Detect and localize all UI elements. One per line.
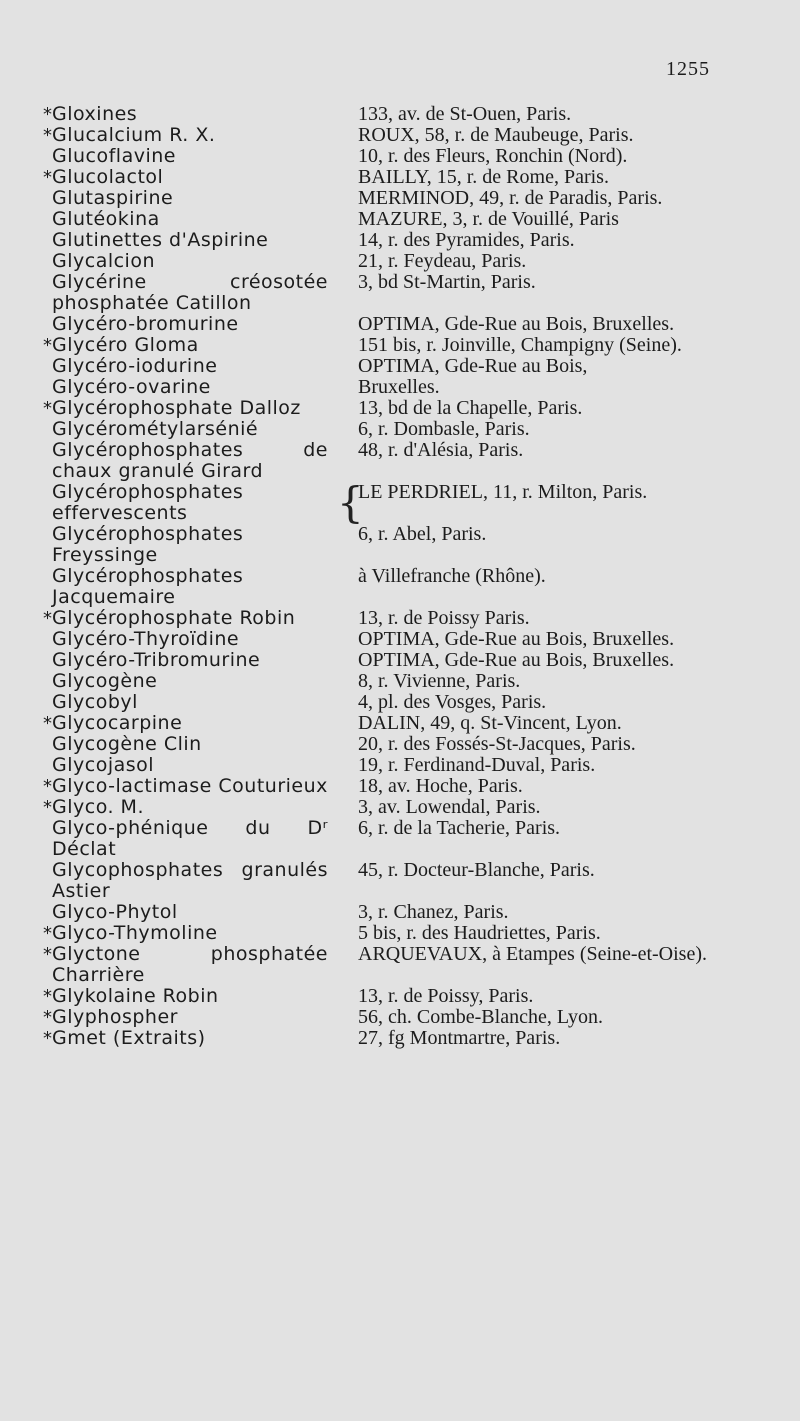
registered-mark: * [43,398,53,419]
entry-name-text: Glyco-phénique du Dʳ Déclat [52,817,328,860]
entry-row [0,986,800,1007]
entry-name-text: Glutinettes d'Aspirine [52,229,269,251]
entry-name [52,566,328,608]
entry-name [52,629,328,650]
entry-address: 6, r. Abel, Paris. [358,523,487,545]
page-number: 1255 [666,58,710,80]
entry-row [0,1007,800,1028]
entry-name-text: Gmet (Extraits) [52,1027,206,1049]
entry-address: 133, av. de St-Ouen, Paris. [358,103,572,125]
entry-name [52,377,328,398]
entry-address: 13, r. de Poissy Paris. [358,607,530,629]
entry-name [52,524,328,566]
registered-mark: * [43,986,53,1007]
entry-name-text: Glycérophosphates de chaux granulé Girard [52,439,328,482]
entry-name [52,272,328,314]
entry-name [43,607,328,629]
entry-address: 19, r. Ferdinand-Duval, Paris. [358,754,596,776]
entry-row [0,251,800,272]
entry-address: OPTIMA, Gde-Rue au Bois, Bruxelles. [358,313,675,335]
entry-name [52,671,328,692]
registered-mark: * [43,1007,53,1028]
entry-name-text: Glycéro Gloma [52,334,199,356]
entry-address: 3, av. Lowendal, Paris. [358,796,541,818]
entry-address: 45, r. Docteur-Blanche, Paris. [358,859,595,881]
entry-address: 10, r. des Fleurs, Ronchin (Nord). [358,145,628,167]
entry-name [52,356,328,377]
entry-name-text: Glycocarpine [52,712,183,734]
entry-name-text: Glycérométylarsénié [52,418,259,440]
entry-row [0,478,800,527]
registered-mark: * [43,335,53,356]
entry-name-text: Glycogène Clin [52,733,202,755]
entry-name-text: Glyco. M. [52,796,144,818]
entry-address: 13, r. de Poissy, Paris. [358,985,534,1007]
entry-name [43,1006,328,1028]
entry-row [0,167,800,188]
entry-row [0,734,800,755]
entry-row [0,860,800,902]
entry-name [52,230,328,251]
registered-mark: * [43,167,53,188]
entry-name-text: Glyphospher [52,1006,178,1028]
entry-name-text: Glutéokina [52,208,160,230]
entry-row [0,377,800,398]
entry-row [0,818,800,860]
entry-name-text: Glycalcion [52,250,156,272]
entry-address: OPTIMA, Gde-Rue au Bois, [358,355,588,377]
entry-name-text: Glycérine créosotée phosphatée Catillon [52,271,328,314]
entry-address: Bruxelles. [358,376,440,398]
entry-name-text: Glycobyl [52,691,138,713]
entry-row [0,1028,800,1049]
registered-mark: * [43,1028,53,1049]
entry-address: 27, fg Montmartre, Paris. [358,1027,561,1049]
entry-name-text: Glycéro-Tribromurine [52,649,261,671]
entry-address: 21, r. Feydeau, Paris. [358,250,527,272]
entry-row [0,314,800,335]
registered-mark: * [43,797,53,818]
registered-mark: * [43,608,53,629]
entry-row [0,629,800,650]
entry-row [0,923,800,944]
entry-row [0,566,800,608]
entry-name-text: Glucolactol [52,166,164,188]
entry-address: 13, bd de la Chapelle, Paris. [358,397,583,419]
entry-name-text: Glucoflavine [52,145,176,167]
entry-address: ROUX, 58, r. de Maubeuge, Paris. [358,124,634,146]
entry-name-text: Glutaspirine [52,187,174,209]
registered-mark: * [43,104,53,125]
entry-row [0,944,800,986]
entry-name [52,251,328,272]
entry-name-text: Glycéro-Thyroïdine [52,628,240,650]
entry-address: BAILLY, 15, r. de Rome, Paris. [358,166,609,188]
entry-name [52,419,328,440]
entry-name [43,103,328,125]
registered-mark: * [43,776,53,797]
entry-name-text: Glycophosphates granulés Astier [52,859,328,902]
entry-name [43,922,328,944]
registered-mark: * [43,944,53,965]
entry-address: 3, bd St-Martin, Paris. [358,271,536,293]
entry-name-text: Glyco-Phytol [52,901,178,923]
entry-address: 6, r. de la Tacherie, Paris. [358,817,561,839]
entry-row [0,209,800,230]
entry-name-text: Glucalcium R. X. [52,124,216,146]
entry-name [43,166,328,188]
entry-address: 20, r. des Fossés-St-Jacques, Paris. [358,733,636,755]
entry-name-text: Glycérophosphate Robin [52,607,296,629]
entry-address: LE PERDRIEL, 11, r. Milton, Paris. [358,481,648,503]
entry-name [43,796,328,818]
entry-address: 3, r. Chanez, Paris. [358,901,509,923]
entry-name [43,124,328,146]
entry-row [0,713,800,734]
entry-row [0,104,800,125]
entry-name [52,860,328,902]
entry-name-text: Glycérophosphates Freyssinge [52,523,244,566]
entry-name [52,482,328,524]
entry-row [0,125,800,146]
entry-name [43,397,328,419]
grouping-brace: { [337,478,364,527]
entry-row [0,755,800,776]
entry-row [0,188,800,209]
entry-row [0,272,800,314]
entry-name-text: Glycéro-ovarine [52,376,211,398]
entry-name-text: Glycéro-bromurine [52,313,239,335]
entry-row [0,440,800,482]
entry-name [52,209,328,230]
entry-address: 5 bis, r. des Haudriettes, Paris. [358,922,601,944]
entry-name-text: Glycojasol [52,754,155,776]
entry-row [0,692,800,713]
entry-name [52,146,328,167]
entry-name-text: Glycéro-iodurine [52,355,218,377]
entry-name [43,985,328,1007]
entry-row [0,230,800,251]
entry-name [52,440,328,482]
entry-name [52,314,328,335]
entry-name-text: Glykolaine Robin [52,985,219,1007]
entry-address: à Villefranche (Rhône). [358,565,546,587]
entry-address: 18, av. Hoche, Paris. [358,775,523,797]
entry-name [52,755,328,776]
entry-address: 8, r. Vivienne, Paris. [358,670,521,692]
entry-row [0,524,800,566]
entry-row [0,356,800,377]
entry-name [43,712,328,734]
registered-mark: * [43,125,53,146]
entry-address: ARQUEVAUX, à Etampes (Seine-et-Oise). [358,943,707,965]
entry-address: 4, pl. des Vosges, Paris. [358,691,547,713]
entry-row [0,902,800,923]
entry-name [43,1027,328,1049]
entry-address: 56, ch. Combe-Blanche, Lyon. [358,1006,603,1028]
entry-address: 14, r. des Pyramides, Paris. [358,229,575,251]
entry-address: 48, r. d'Alésia, Paris. [358,439,524,461]
entry-address: DALIN, 49, q. St-Vincent, Lyon. [358,712,622,734]
entry-name [43,334,328,356]
entry-name-text: Gloxines [52,103,138,125]
entry-address: 6, r. Dombasle, Paris. [358,418,530,440]
entry-row [0,335,800,356]
entry-row [0,608,800,629]
entry-name-text: Glycérophosphates Jacquemaire [52,565,244,608]
entry-address: MAZURE, 3, r. de Vouillé, Paris [358,208,619,230]
entry-address: 151 bis, r. Joinville, Champigny (Seine). [358,334,682,356]
entry-row [0,419,800,440]
entry-name [52,818,328,860]
entry-name [52,650,328,671]
entry-row [0,398,800,419]
entry-row [0,776,800,797]
entry-row [0,650,800,671]
entry-name-text: Glyctone phosphatée Charrière [52,943,328,986]
registered-mark: * [43,923,53,944]
registered-mark: * [43,713,53,734]
entry-name-text: Glyco-lactimase Couturieux [52,775,328,797]
entry-address: MERMINOD, 49, r. de Paradis, Paris. [358,187,663,209]
entry-name-text: Glycérophosphate Dalloz [52,397,301,419]
entry-row [0,671,800,692]
entry-row [0,146,800,167]
entry-name [52,902,328,923]
entry-name [43,775,328,797]
entry-name [52,734,328,755]
entry-name-text: Glycérophosphates effervescents [52,481,244,524]
entry-name [52,188,328,209]
entry-name [43,943,328,986]
entry-name-text: Glycogène [52,670,158,692]
entry-address: OPTIMA, Gde-Rue au Bois, Bruxelles. [358,628,675,650]
entry-name-text: Glyco-Thymoline [52,922,218,944]
entry-address: OPTIMA, Gde-Rue au Bois, Bruxelles. [358,649,675,671]
entry-name [52,692,328,713]
entry-row [0,797,800,818]
entry-list [0,104,800,1049]
